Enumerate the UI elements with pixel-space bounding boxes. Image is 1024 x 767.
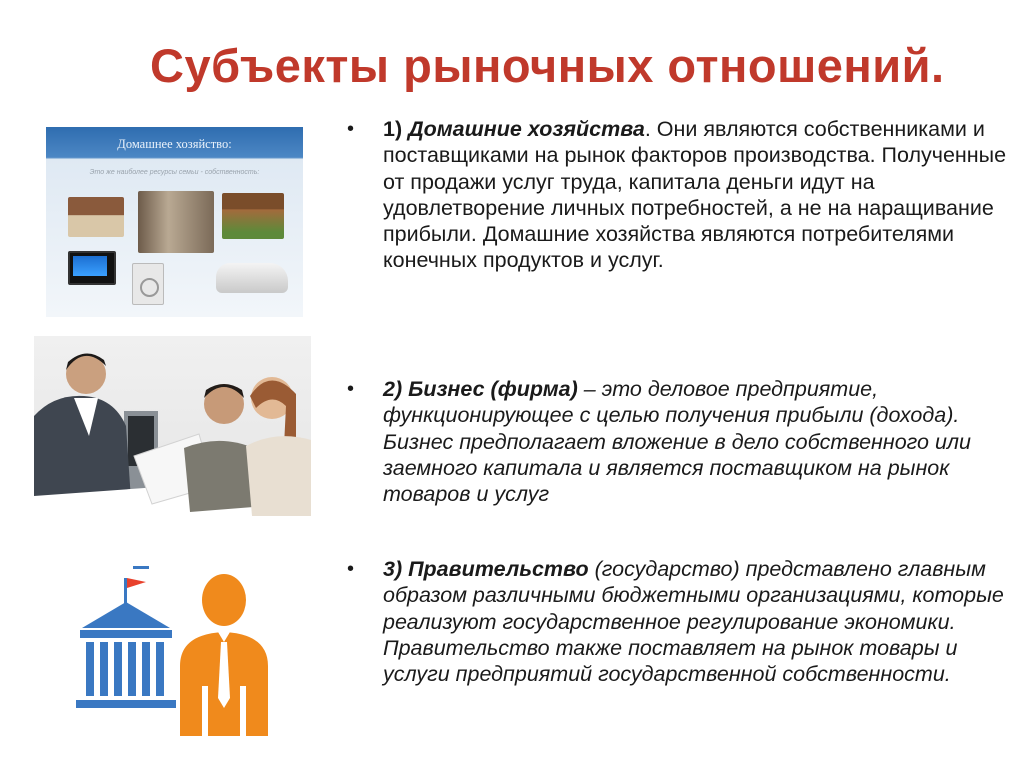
household-image-title: Домашнее хозяйство: [117,137,232,151]
item3-text: (государство) представлено главным образом различными бюджетными организациями, которые реализуют государственное регулирование экономики. Правительство также поставляет на рынок товары и услуги предприятий государственной собственности. [383,557,1004,687]
tv-picture [68,251,116,285]
bullet-3: • [347,558,355,580]
bullet-2: • [347,378,355,400]
item1-lead: Домашние хозяйства [408,117,645,141]
business-photo [34,336,311,544]
house-picture [68,197,124,237]
household-image [46,127,303,317]
bullet-1: • [347,118,355,140]
item2-lead: 2) Бизнес (фирма) [383,377,578,401]
government-icon [74,568,280,736]
list-item-government [347,556,1008,687]
cottage-picture [222,193,284,239]
page-title: Субъекты рыночных отношений. [150,39,945,92]
washing-machine-picture [132,263,164,305]
household-image-subtitle: Это же наиболее ресурсы семьи - собственность: [89,169,260,176]
list-item-business [347,376,1008,507]
item1-number: 1) [383,117,403,141]
item1-text: . Они являются собственниками и поставщиками на рынок факторов производства. Полученные от продажи услуг труда, капитала деньги идут на удовлетворение личных потребностей, а не на наращивание прибыли. Домашние хозяйства являются потребителями конечных продуктов и услуг. [383,117,1007,273]
furniture-picture [138,191,214,253]
item3-lead: 3) Правительство [383,557,589,581]
item2-text: – это деловое предприятие, функционирующее с целью получения прибыли (дохода). Бизнес предполагает вложение в дело собственного или заемного капитала и является поставщиком на рынок товаров и услуг [383,377,972,507]
list-item-households [347,116,1008,336]
car-picture [216,263,288,293]
content-list [347,116,1008,687]
business-meeting-illustration [34,336,311,544]
